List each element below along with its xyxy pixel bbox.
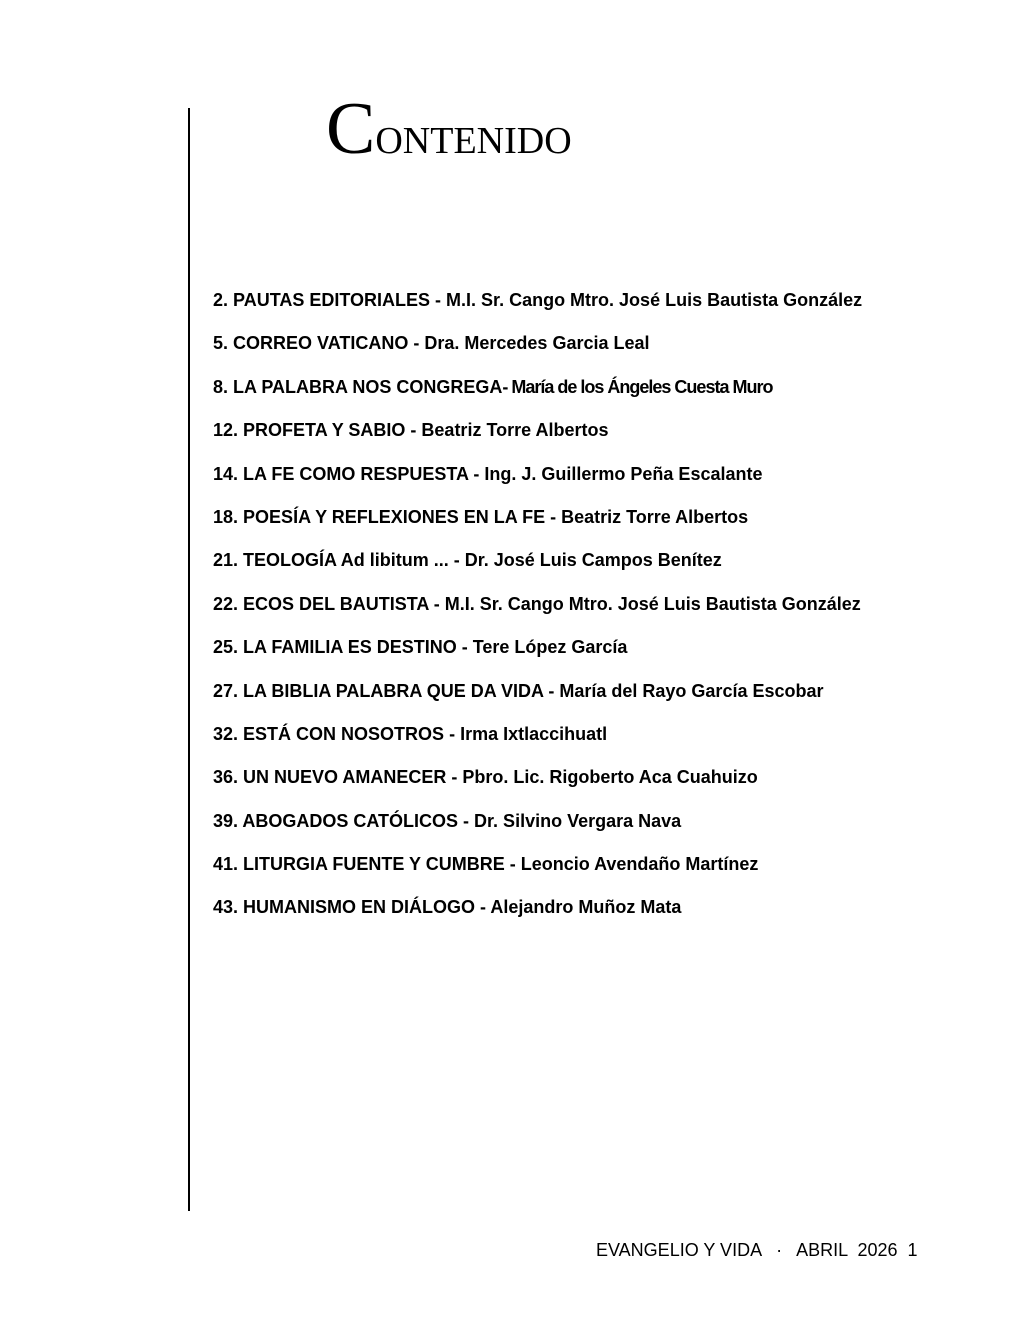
toc-entry[interactable]: 5. CORREO VATICANO - Dra. Mercedes Garcia Leal — [213, 333, 650, 354]
toc-author: Dra. Mercedes Garcia Leal — [424, 333, 650, 354]
toc-entry[interactable]: 18. POESÍA Y REFLEXIONES EN LA FE - Beatriz Torre Albertos — [213, 506, 749, 527]
page-title — [326, 88, 572, 170]
toc-number: 18. — [213, 506, 239, 527]
footer-separator: · — [776, 1240, 783, 1260]
toc-entry[interactable]: 43. HUMANISMO EN DIÁLOGO - Alejandro Muñoz Mata — [213, 897, 682, 918]
toc-author: Beatriz Torre Albertos — [561, 506, 749, 527]
toc-section: ABOGADOS CATÓLICOS — [242, 810, 459, 831]
toc-entry[interactable]: 22. ECOS DEL BAUTISTA - M.I. Sr. Cango Mtro. José Luis Bautista González — [213, 593, 861, 614]
toc-author: María de los Ángeles Cuesta Muro — [511, 376, 773, 397]
toc-author: María del Rayo García Escobar — [559, 680, 824, 701]
toc-section: PAUTAS EDITORIALES — [233, 290, 431, 310]
toc-entry[interactable]: 2. PAUTAS EDITORIALES - M.I. Sr. Cango Mtro. José Luis Bautista González — [213, 290, 863, 310]
toc-number: 14. — [213, 463, 239, 484]
toc-author: M.I. Sr. Cango Mtro. José Luis Bautista González — [446, 290, 863, 310]
toc-entry[interactable]: 21. TEOLOGÍA Ad libitum ... - Dr. José Luis Campos Benítez — [213, 550, 722, 571]
toc-number: 2. — [213, 290, 229, 310]
page-footer — [596, 1238, 918, 1262]
toc-section: ESTÁ CON NOSOTROS — [243, 723, 445, 744]
toc-number: 5. — [213, 333, 229, 354]
toc-section: LA FE COMO RESPUESTA — [243, 463, 474, 484]
toc-number: 21. — [213, 550, 239, 571]
toc-section: UN NUEVO AMANECER — [243, 767, 447, 788]
toc-author: Dr. Silvino Vergara Nava — [474, 810, 682, 831]
toc-number: 32. — [213, 723, 239, 744]
toc-number: 39. — [213, 810, 239, 831]
toc-entry[interactable]: 8. LA PALABRA NOS CONGREGA- María de los Ángeles Cuesta Muro — [213, 376, 773, 397]
toc-number: 27. — [213, 680, 239, 701]
toc-entry[interactable]: 12. PROFETA Y SABIO - Beatriz Torre Albertos — [213, 420, 609, 441]
toc-section: LITURGIA FUENTE Y CUMBRE — [243, 854, 505, 875]
toc-section: LA BIBLIA PALABRA QUE DA VIDA — [243, 680, 544, 701]
toc-section: LA FAMILIA ES DESTINO — [243, 637, 457, 658]
toc-entry[interactable]: 14. LA FE COMO RESPUESTA - Ing. J. Guillermo Peña Escalante — [213, 463, 763, 484]
toc-entry[interactable]: 32. ESTÁ CON NOSOTROS - Irma Ixtlaccihuatl — [213, 723, 608, 744]
toc-section: TEOLOGÍA Ad libitum ... — [243, 550, 449, 571]
toc-section: CORREO VATICANO — [233, 333, 409, 354]
vertical-rule — [188, 108, 190, 1211]
publication-name: EVANGELIO Y VIDA — [596, 1240, 762, 1260]
toc-author: Beatriz Torre Albertos — [421, 420, 609, 441]
toc-author: Dr. José Luis Campos Benítez — [464, 550, 722, 571]
toc-author: Pbro. Lic. Rigoberto Aca Cuahuizo — [462, 767, 758, 788]
issue-date: ABRIL 2026 — [796, 1240, 898, 1260]
toc-section: HUMANISMO EN DIÁLOGO — [243, 897, 476, 918]
toc-number: 22. — [213, 593, 239, 614]
page-number: 1 — [907, 1240, 918, 1260]
toc-author: Leoncio Avendaño Martínez — [520, 854, 759, 875]
toc-number: 36. — [213, 767, 239, 788]
toc-author: M.I. Sr. Cango Mtro. José Luis Bautista González — [444, 593, 861, 614]
toc-entry[interactable]: 41. LITURGIA FUENTE Y CUMBRE - Leoncio Avendaño Martínez — [213, 854, 759, 875]
toc-number: 12. — [213, 420, 239, 441]
toc-entry[interactable]: 36. UN NUEVO AMANECER - Pbro. Lic. Rigoberto Aca Cuahuizo — [213, 767, 758, 788]
toc-entry[interactable]: 25. LA FAMILIA ES DESTINO - Tere López García — [213, 637, 628, 658]
toc-section: POESÍA Y REFLEXIONES EN LA FE — [243, 506, 546, 527]
toc-author: Tere López García — [472, 637, 628, 658]
toc-author: Irma Ixtlaccihuatl — [460, 723, 608, 744]
title-rest: ontenido — [375, 105, 572, 165]
title-initial: C — [326, 88, 376, 170]
toc-number: 25. — [213, 637, 239, 658]
toc-entry[interactable]: 27. LA BIBLIA PALABRA QUE DA VIDA - María del Rayo García Escobar — [213, 680, 824, 701]
toc-author: Ing. J. Guillermo Peña Escalante — [484, 463, 763, 484]
toc-section: PROFETA Y SABIO — [243, 420, 406, 441]
toc-section: LA PALABRA NOS CONGREGA — [233, 376, 503, 397]
toc-number: 43. — [213, 897, 239, 918]
table-of-contents — [213, 286, 862, 937]
toc-number: 8. — [213, 376, 229, 397]
toc-section: ECOS DEL BAUTISTA — [243, 593, 429, 614]
toc-number: 41. — [213, 854, 239, 875]
toc-author: Alejandro Muñoz Mata — [490, 897, 682, 918]
toc-entry[interactable]: 39. ABOGADOS CATÓLICOS - Dr. Silvino Vergara Nava — [213, 810, 682, 831]
